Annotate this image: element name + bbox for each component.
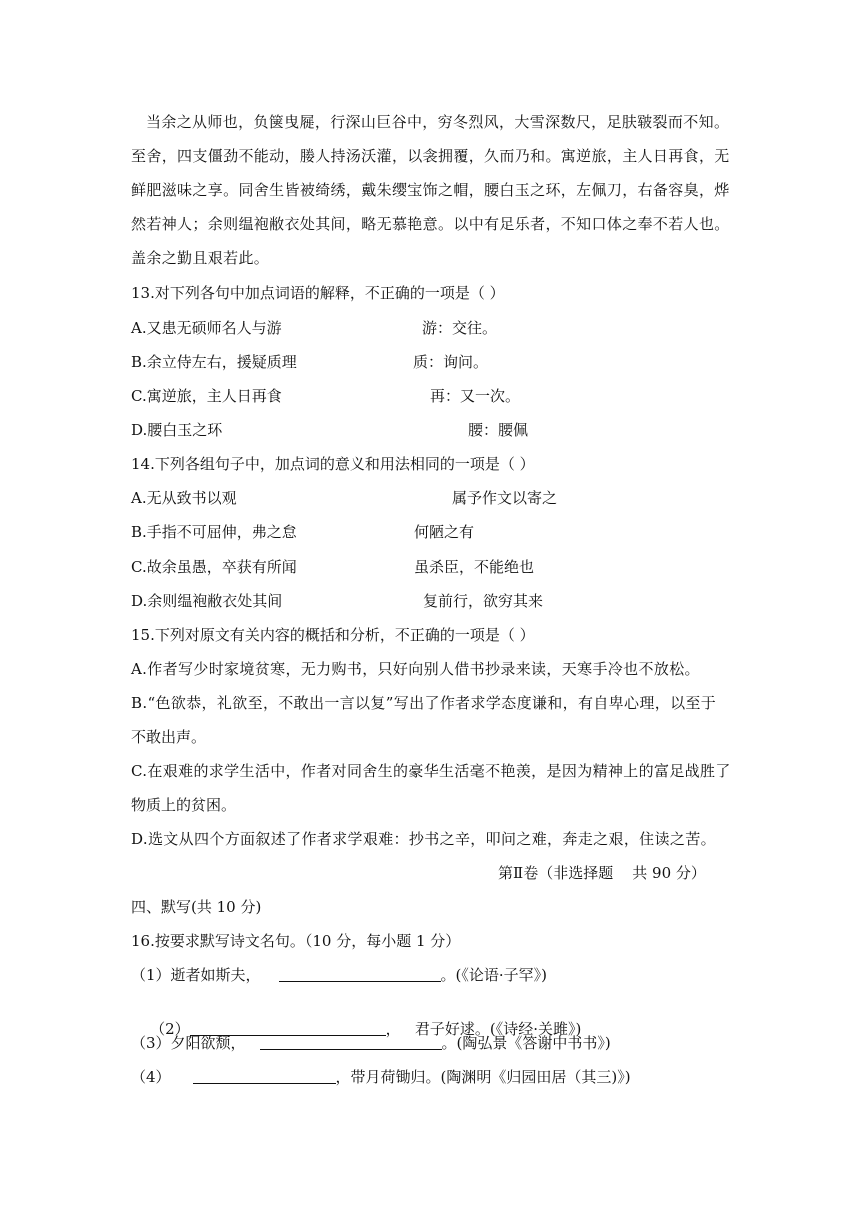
q16-item-1-source: 。(《论语·子罕》) (440, 966, 548, 984)
q14-option-d-first: D.余则缊袍敝衣处其间 (131, 592, 283, 610)
q13-option-a-sentence: A.又患无硕师名人与游 (131, 319, 282, 337)
answer-blank-4[interactable] (193, 1068, 336, 1084)
passage-line: 当余之从师也，负箧曳屣，行深山巨谷中，穷冬烈风，大雪深数尺，足肤皲裂而不知。 (146, 113, 730, 131)
q16-item-3-source: 。(陶弘景《答谢中书书》) (441, 1034, 611, 1052)
passage-line: 至舍，四支僵劲不能动，媵人持汤沃灌，以衾拥覆，久而乃和。寓逆旅，主人日再食，无 (131, 147, 730, 165)
passage-line: 盖余之勤且艰若此。 (131, 249, 270, 267)
q16-item-4-source: ，带月荷锄归。(陶渊明《归园田居（其三)》) (335, 1068, 631, 1086)
volume-2-heading: 第Ⅱ卷（非选择题 共 90 分） (498, 864, 706, 882)
passage-line: 然若神人；余则缊袍敝衣处其间，略无慕艳意。以中有足乐者，不知口体之奉不若人也。 (131, 215, 730, 233)
q14-option-c-second: 虽杀臣，不能绝也 (414, 558, 535, 576)
q15-option-b-cont: 不敢出声。 (131, 728, 207, 746)
question-15-stem: 15.下列对原文有关内容的概括和分析，不正确的一项是（ ） (131, 626, 535, 644)
q13-option-d-sentence: D.腰白玉之环 (131, 421, 223, 439)
question-16-stem: 16.按要求默写诗文名句。（10 分，每小题 1 分） (131, 932, 461, 950)
q14-option-a-first: A.无从致书以观 (131, 489, 237, 507)
q16-item-1-prefix: （1）逝者如斯夫， (131, 966, 261, 984)
passage-line: 鲜肥滋味之享。同舍生皆被绮绣，戴朱缨宝饰之帽，腰白玉之环，左佩刀，右备容臭，烨 (131, 181, 730, 199)
q16-item-1 (131, 965, 547, 985)
q14-option-a-second: 属予作文以寄之 (452, 489, 558, 507)
q13-option-c-gloss: 再：又一次。 (430, 387, 521, 405)
q15-option-d: D.选文从四个方面叙述了作者求学艰难：抄书之辛，叩问之难，奔走之艰，住读之苦。 (131, 830, 716, 848)
q15-option-c: C.在艰难的求学生活中，作者对同舍生的豪华生活毫不艳羡，是因为精神上的富足战胜了 (131, 762, 731, 780)
q16-item-4 (131, 1067, 631, 1087)
question-14-stem: 14.下列各组句子中，加点词的意义和用法相同的一项是（ ） (131, 455, 535, 473)
q16-item-3-prefix: （3）夕阳欲颓， (131, 1034, 246, 1052)
q13-option-a-gloss: 游：交往。 (422, 319, 498, 337)
q16-item-4-prefix: （4） (131, 1068, 171, 1086)
q14-option-d-second: 复前行，欲穷其来 (423, 592, 544, 610)
q13-option-c-sentence: C.寓逆旅，主人日再食 (131, 387, 282, 405)
answer-blank-1[interactable] (279, 966, 441, 982)
q13-option-d-gloss: 腰：腰佩 (468, 421, 529, 439)
question-13-stem: 13.对下列各句中加点词语的解释，不正确的一项是（ ） (131, 284, 505, 302)
q16-item-3 (131, 1033, 611, 1053)
answer-blank-3[interactable] (260, 1034, 442, 1050)
q14-option-b-second: 何陋之有 (414, 523, 475, 541)
q16-item-2-prefix: （2） (150, 1020, 190, 1038)
q14-option-b-first: B.手指不可屈伸，弗之怠 (131, 523, 297, 541)
q15-option-c-cont: 物质上的贫困。 (131, 796, 237, 814)
q13-option-b-sentence: B.余立侍左右，援疑质理 (131, 353, 297, 371)
q15-option-a: A.作者写少时家境贫寒，无力购书，只好向别人借书抄录来读，天寒手冷也不放松。 (131, 660, 700, 678)
q13-option-b-gloss: 质：询问。 (413, 353, 489, 371)
section-4-heading: 四、默写(共 10 分) (131, 898, 262, 916)
q14-option-c-first: C.故余虽愚，卒获有所闻 (131, 558, 297, 576)
q16-item-2-source: ， 君子好逑。(《诗经·关雎》) (385, 1020, 582, 1038)
q15-option-b: B.“色欲恭，礼欲至，不敢出一言以复”写出了作者求学态度谦和，有自卑心理，以至于 (131, 694, 717, 712)
